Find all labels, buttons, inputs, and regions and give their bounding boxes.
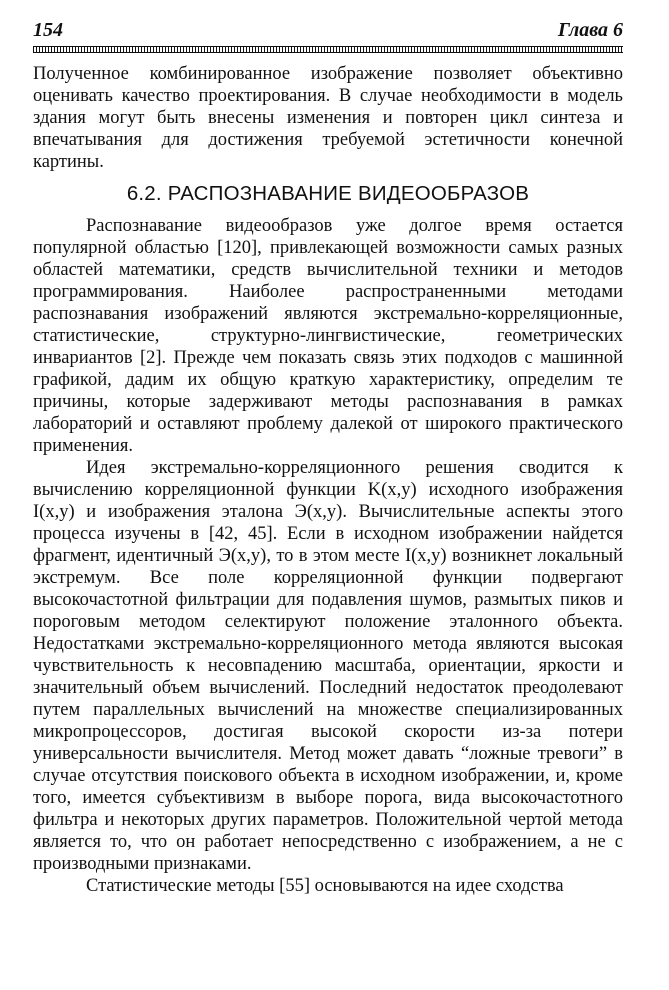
paragraph-2: Идея экстремально-корреляционного решения сводится к вычислению корреляционной функции K(x,y) исходного изображения I(x,y) и изображения эталона Э(x,y). Вычислительные аспекты этого процесса изучены в [42, 45]. Если в исходном изображении найдется фрагмент, идентичный Э(x,y), то в этом месте I(x,y) возникнет локальный экстремум. Все поле корреляционной функции подвергают высокочастотной фильтрации для подавления шумов, размытых пиков и пороговым методом селектируют положение эталонного объекта. Недостатками экстремально-корреляционного метода являются высокая чувствительность к несовпадению масштаба, ориентации, яркости и значительный объем вычислений. Последний недостаток преодолевают путем параллельных вычислений на множестве специализированных микропроцессоров, достигая высокой скорости из-за потери универсальности вычислителя. Метод может давать “ложные тревоги” в случае отсутствия поискового объекта в исходном изображении, и, кроме того, имеется субъективизм в выборе порога, вида высокочастотного фильтра и некоторых других параметров. Положительной чертой метода является то, что он работает непосредственно с изображением, а не с производными признаками. [33,458,623,874]
chapter-label: Глава 6 [557,19,623,41]
section-heading: 6.2. РАСПОЗНАВАНИЕ ВИДЕООБРАЗОВ [126,182,530,205]
header-rule [33,46,623,53]
body-text [33,63,623,897]
paragraph-intro: Полученное комбинированное изображение позволяет объективно оценивать качество проектирования. В случае необходимости в модель здания могут быть внесены изменения и повторен цикл синтеза и впечатывания для достижения требуемой эстетичности конечной картины. [33,64,623,172]
paragraph-1: Распознавание видеообразов уже долгое время остается популярной областью [120], привлекающей возможности самых разных областей математики, средств вычислительной техники и методов программирования. Наиболее распространенными методами распознавания изображений являются экстремально-корреляционные, статистические, структурно-лингвистические, геометрических инвариантов [2]. Прежде чем показать связь этих подходов с машинной графикой, дадим их общую краткую характеристику, определим те причины, которые задерживают методы распознавания в рамках лабораторий и оставляют проблему далекой от широкого практического применения. [33,216,623,456]
page-number: 154 [33,19,63,41]
paragraph-3: Статистические методы [55] основываются на идее сходства [86,876,564,896]
running-head [33,18,623,42]
book-page [33,18,623,897]
